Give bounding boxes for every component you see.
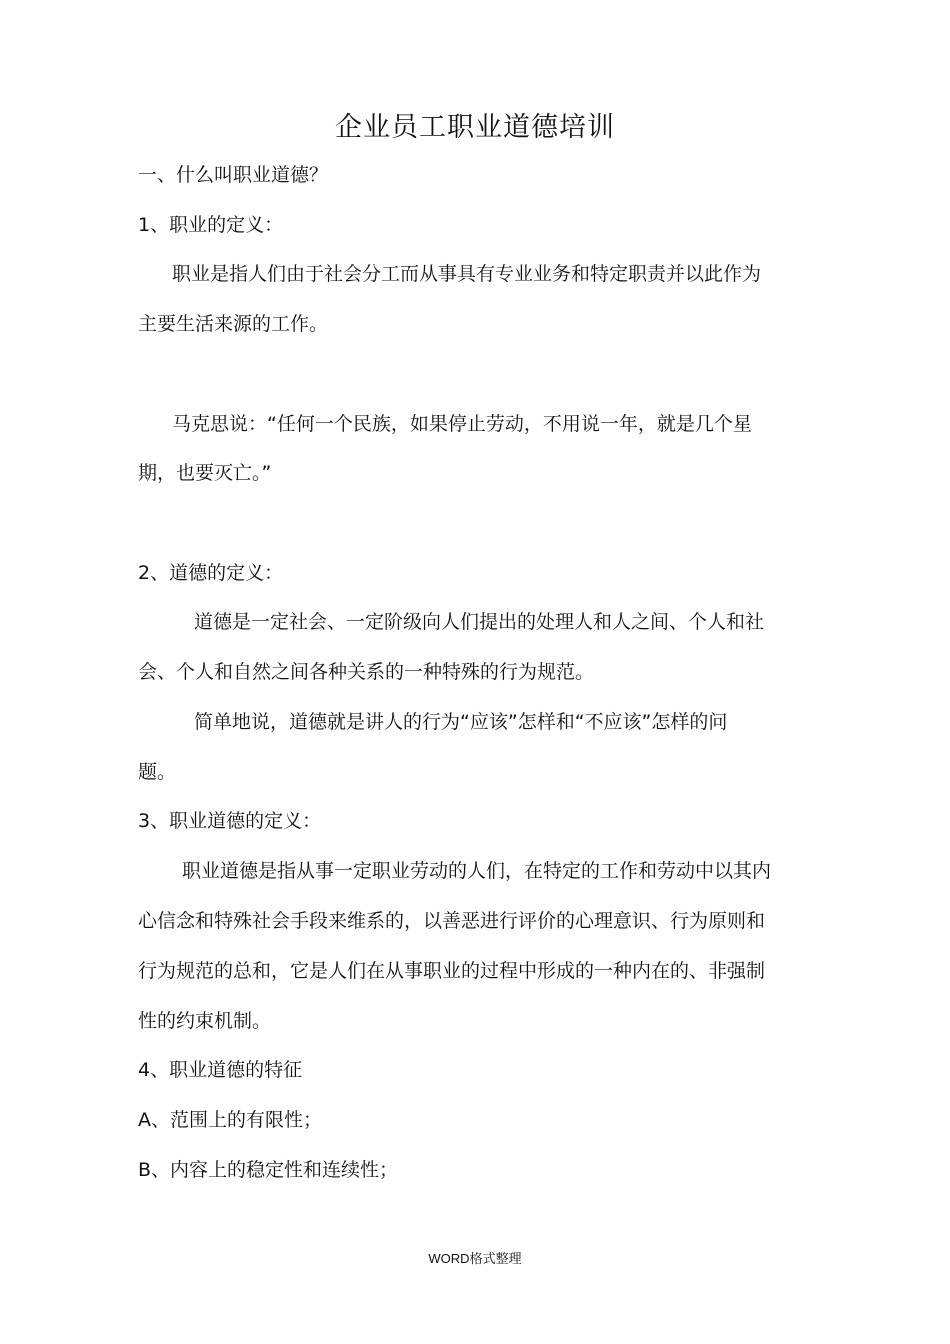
paragraph-line: 心信念和特殊社会手段来维系的，以善恶进行评价的心理意识、行为原则和 (138, 910, 766, 932)
heading-profession-definition: 1、职业的定义： (138, 214, 284, 236)
page-footer: WORD格式整理 (428, 1251, 522, 1266)
paragraph-line: 期，也要灭亡。” (138, 462, 272, 484)
list-item: B、内容上的稳定性和连续性； (138, 1159, 399, 1181)
paragraph-line: 题。 (138, 761, 177, 783)
paragraph-line: 道德是一定社会、一定阶级向人们提出的处理人和人之间、个人和社 (194, 611, 765, 633)
heading-professional-ethics-features: 4、职业道德的特征 (138, 1059, 303, 1081)
paragraph-line: 性的约束机制。 (138, 1010, 272, 1032)
paragraph-line: 会、个人和自然之间各种关系的一种特殊的行为规范。 (138, 661, 595, 683)
heading-morality-definition: 2、道德的定义： (138, 562, 284, 584)
paragraph-line: 职业道德是指从事一定职业劳动的人们，在特定的工作和劳动中以其内 (182, 860, 772, 882)
heading-professional-ethics-definition: 3、职业道德的定义： (138, 810, 322, 832)
heading-what-is-professional-ethics: 一、什么叫职业道德？ (138, 164, 329, 186)
paragraph-line: 马克思说：“任何一个民族，如果停止劳动，不用说一年，就是几个星 (172, 413, 752, 435)
paragraph-line: 主要生活来源的工作。 (138, 313, 329, 335)
paragraph-line: 简单地说，道德就是讲人的行为“应该”怎样和“不应该”怎样的问 (194, 711, 728, 733)
paragraph-line: 职业是指人们由于社会分工而从事具有专业业务和特定职责并以此作为 (172, 263, 762, 285)
paragraph-line: 行为规范的总和，它是人们在从事职业的过程中形成的一种内在的、非强制 (138, 960, 766, 982)
list-item: A、范围上的有限性； (138, 1109, 322, 1131)
document-title: 企业员工职业道德培训 (335, 112, 615, 143)
